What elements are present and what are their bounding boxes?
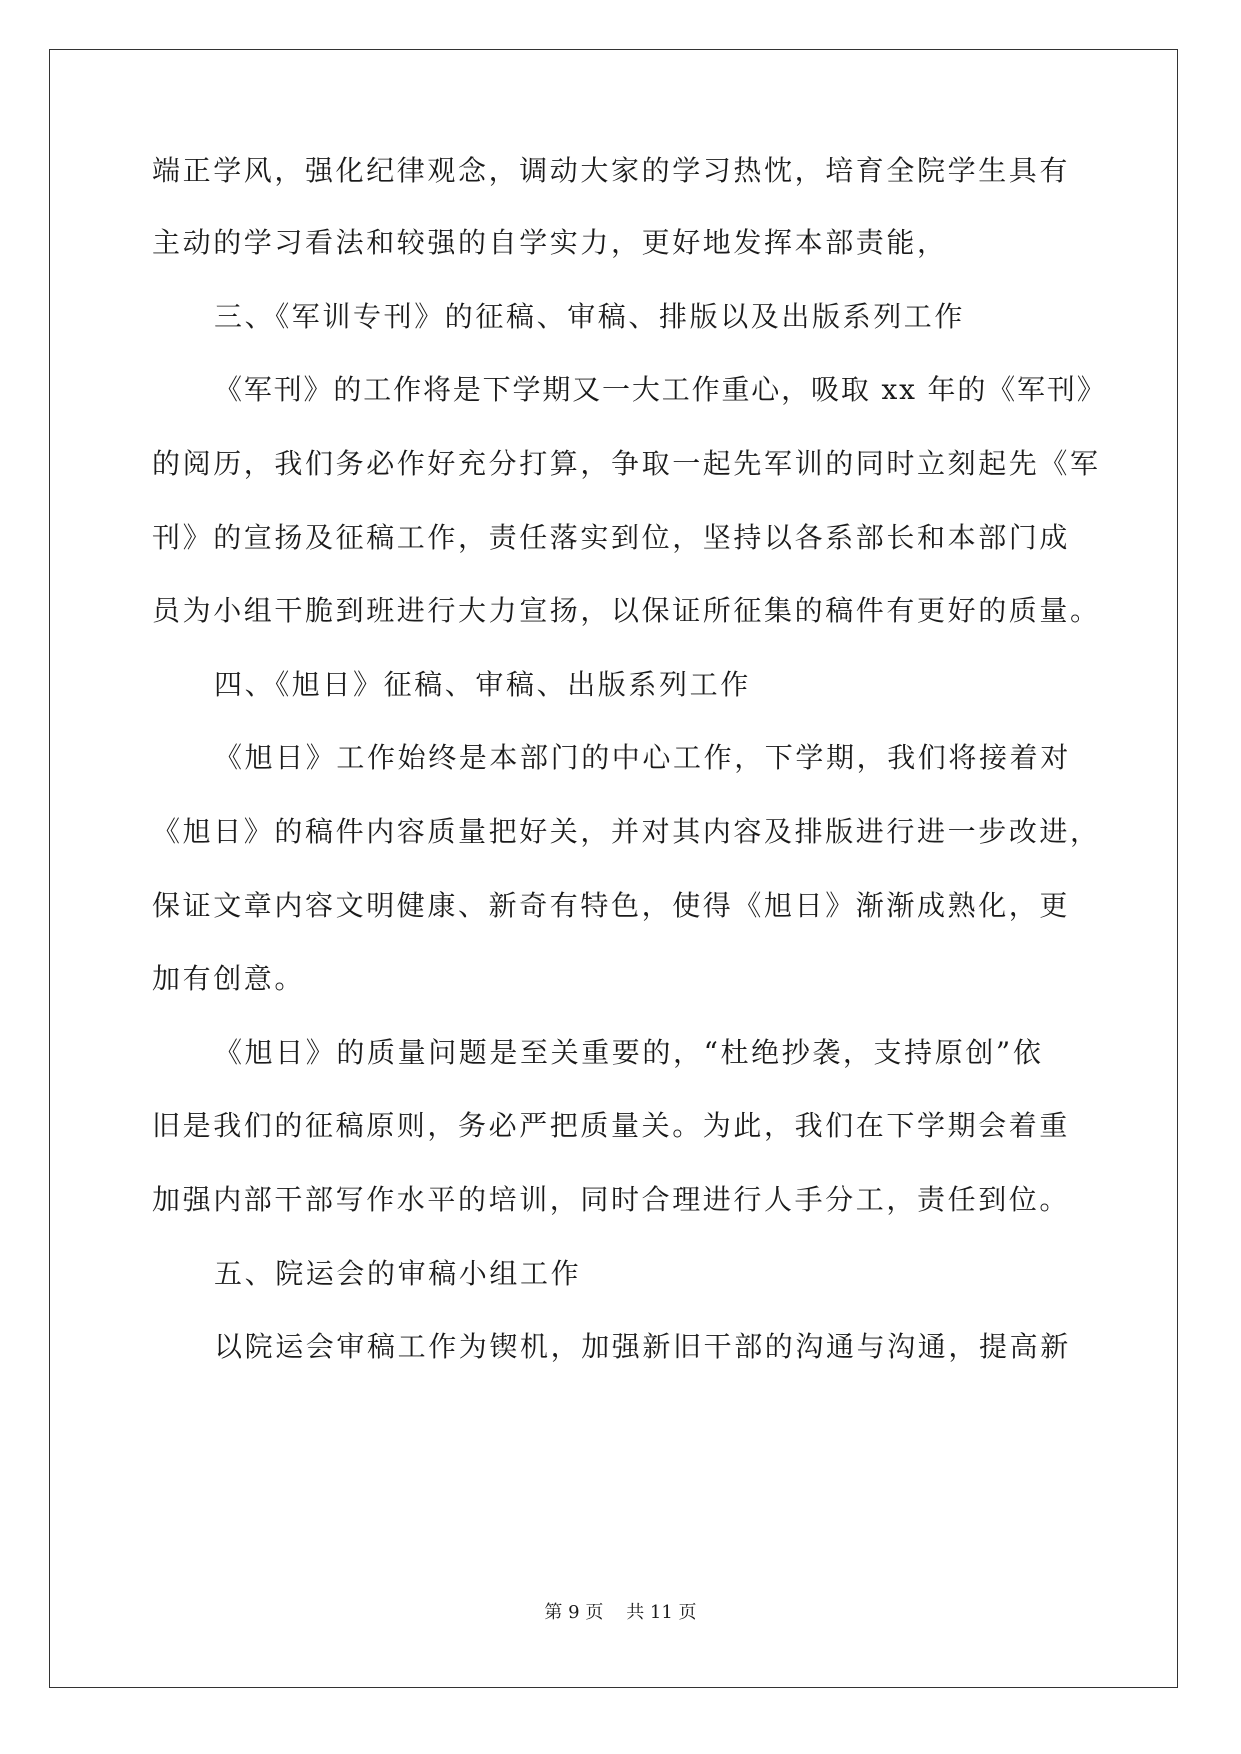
section-heading: 三、《军训专刊》的征稿、审稿、排版以及出版系列工作	[214, 300, 966, 333]
paragraph-line: 加强内部干部写作水平的培训，同时合理进行人手分工，责任到位。	[152, 1183, 1071, 1216]
paragraph-line: 员为小组干脆到班进行大力宣扬，以保证所征集的稿件有更好的质量。	[152, 594, 1101, 627]
paragraph-line: 加有创意。	[152, 962, 306, 995]
page-border	[49, 49, 1178, 1688]
paragraph-line: 《旭日》工作始终是本部门的中心工作，下学期，我们将接着对	[214, 741, 1071, 774]
paragraph-line: 旧是我们的征稿原则，务必严把质量关。为此，我们在下学期会着重	[152, 1109, 1071, 1142]
paragraph-line: 《旭日》的质量问题是至关重要的，“杜绝抄袭，支持原创”依	[214, 1036, 1044, 1069]
page-number-footer: 第 9 页 共 11 页	[544, 1602, 697, 1623]
paragraph-line: 主动的学习看法和较强的自学实力，更好地发挥本部责能，	[152, 226, 948, 259]
section-heading: 四、《旭日》征稿、审稿、出版系列工作	[214, 668, 751, 701]
paragraph-line: 保证文章内容文明健康、新奇有特色，使得《旭日》渐渐成熟化，更	[152, 889, 1071, 922]
paragraph-line: 的阅历，我们务必作好充分打算，争取一起先军训的同时立刻起先《军	[152, 447, 1101, 480]
paragraph-line: 《旭日》的稿件内容质量把好关，并对其内容及排版进行进一步改进，	[152, 815, 1101, 848]
section-heading: 五、院运会的审稿小组工作	[214, 1257, 582, 1290]
paragraph-line: 刊》的宣扬及征稿工作，责任落实到位，坚持以各系部长和本部门成	[152, 521, 1071, 554]
paragraph-line: 《军刊》的工作将是下学期又一大工作重心，吸取 xx 年的《军刊》	[214, 373, 1107, 406]
paragraph-line: 以院运会审稿工作为锲机，加强新旧干部的沟通与沟通，提高新	[214, 1330, 1071, 1363]
paragraph-line: 端正学风，强化纪律观念，调动大家的学习热忱，培育全院学生具有	[152, 154, 1071, 187]
